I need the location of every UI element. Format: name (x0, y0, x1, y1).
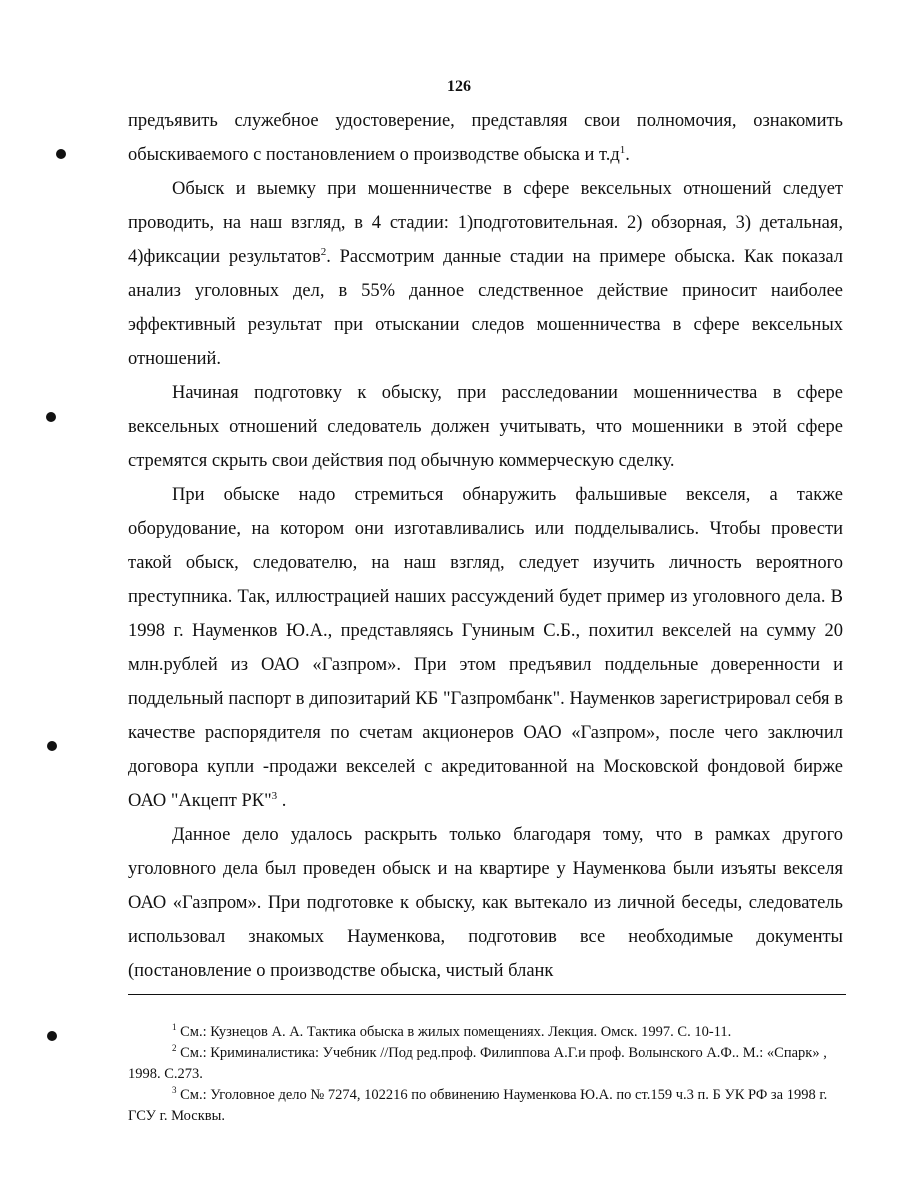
paragraph: предъявить служебное удостоверение, представляя свои полномочия, ознакомить обыскиваемого с постановлением о производстве обыска и $т.д^1$. (128, 111, 843, 165)
footnote-separator (128, 994, 846, 995)
body-text (128, 104, 843, 988)
binding-hole-mark (56, 149, 66, 159)
binding-hole-mark (47, 741, 57, 751)
binding-hole-mark (47, 1031, 57, 1041)
paragraph: Данное дело удалось раскрыть только благодаря тому, что в рамках другого уголовного дела был проведен обыск и на квартире у Науменкова были изъяты векселя ОАО «Газпром». При подготовке к обыску, как вытекало из личной беседы, следователь использовал знакомых Науменкова, подготовив все необходимые документы (постановление о производстве обыска, чистый бланк (128, 825, 843, 981)
footnotes (128, 1022, 846, 1127)
footnote: $^1$ См.: Кузнецов А. А. Тактика обыска в жилых помещениях. Лекция. Омск. 1997. С. 10-11. (172, 1022, 732, 1040)
page-number: 126 (447, 78, 471, 95)
footnote: $^3$ См.: Уголовное дело № 7274, 102216 по обвинению Науменкова Ю.А. по ст.159 ч.3 п. Б УК РФ за 1998 г. ГСУ г. Москвы. (128, 1085, 828, 1124)
footnote: $^2$ См.: Криминалистика: Учебник //Под ред.проф. Филиппова А.Г.и проф. Волынского А.Ф.. М.: «Спарк» , 1998. С.273. (128, 1043, 827, 1082)
paragraph: Обыск и выемку при мошенничестве в сфере вексельных отношений следует проводить, на наш взгляд, в 4 стадии: 1)подготовительная. 2) обзорная, 3) детальная, 4)фиксации результатов$^2$. Рассмотрим данные стадии на примере обыска. Как показал анализ уголовных дел, в 55% данное следственное действие приносит наиболее эффективный результат при отыскании следов мошенничества в сфере вексельных отношений. (128, 179, 843, 369)
paragraph: Начиная подготовку к обыску, при расследовании мошенничества в сфере вексельных отношений следователь должен учитывать, что мошенники в этой сфере стремятся скрыть свои действия под обычную коммерческую сделку. (128, 383, 843, 471)
paragraph: При обыске надо стремиться обнаружить фальшивые векселя, а также оборудование, на котором они изготавливались или подделывались. Чтобы провести такой обыск, следователю, на наш взгляд, следует изучить личность вероятного преступника. Так, иллюстрацией наших рассуждений будет пример из уголовного дела. В 1998 г. Науменков Ю.А., представляясь Гуниным С.Б., похитил векселей на сумму 20 млн.рублей из ОАО «Газпром». При этом предъявил поддельные доверенности и поддельный паспорт в дипозитарий КБ "Газпромбанк". Науменков зарегистрировал себя в качестве распорядителя по счетам акционеров ОАО «Газпром», после чего заключил договора купли -продажи векселей с акредитованной на Московской фондовой бирже ОАО "Акцепт РК"$^3$ . (128, 485, 843, 811)
binding-hole-mark (46, 412, 56, 422)
